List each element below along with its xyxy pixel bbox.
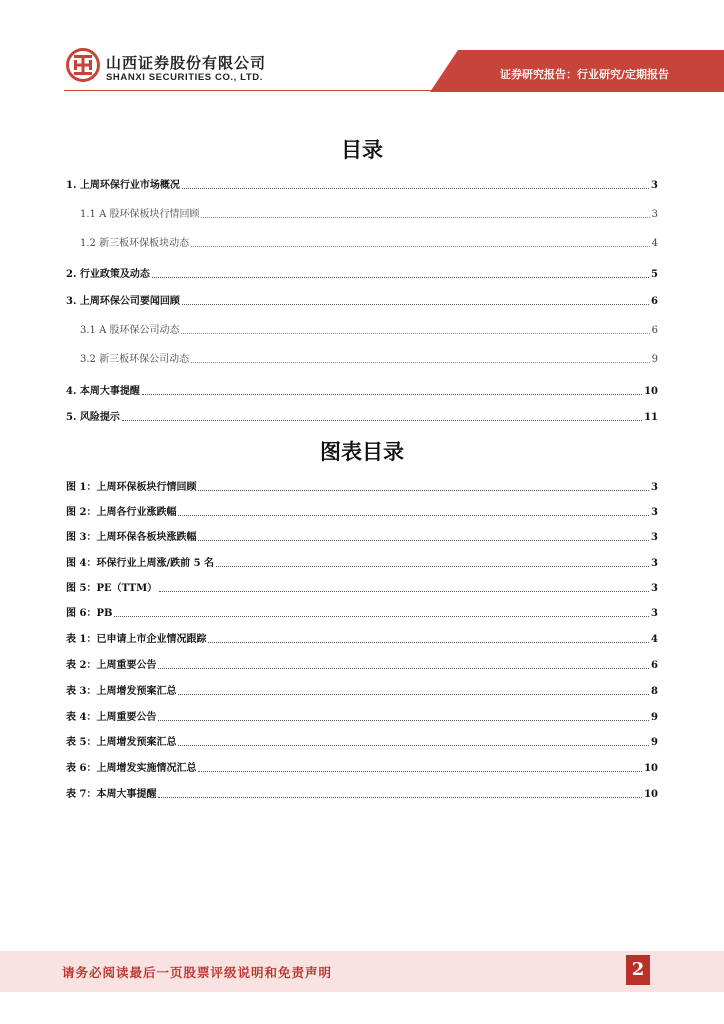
figure-entry[interactable] — [66, 630, 658, 646]
toc-entry-label: 1.1 A 股环保板块行情回顾 — [80, 209, 200, 220]
figure-dot-leader — [159, 590, 649, 592]
figure-dot-leader — [158, 796, 642, 798]
figure-entry[interactable] — [66, 759, 658, 775]
toc-entry-page: 11 — [644, 412, 658, 423]
figure-entry[interactable] — [66, 708, 658, 724]
toc-dot-leader — [182, 187, 649, 189]
figure-dot-leader — [114, 615, 649, 617]
figure-entry[interactable] — [66, 604, 658, 620]
toc-entry[interactable] — [80, 321, 658, 337]
figure-dot-leader — [198, 539, 649, 541]
figure-entry-label: 图 1：上周环保板块行情回顾 — [66, 482, 197, 493]
toc-entry-page: 3 — [651, 180, 658, 191]
company-logo-icon — [66, 48, 100, 82]
footer-disclaimer: 请务必阅读最后一页股票评级说明和免责声明 — [62, 965, 333, 980]
figure-dot-leader — [178, 693, 649, 695]
company-name-cn: 山西证券股份有限公司 — [106, 54, 267, 72]
figure-entry[interactable] — [66, 656, 658, 672]
toc-dot-leader — [181, 332, 649, 334]
figure-entry-label: 表 1：已申请上市企业情况跟踪 — [66, 634, 207, 645]
company-name-en: SHANXI SECURITIES CO., LTD. — [106, 72, 263, 83]
toc-entry[interactable] — [80, 205, 658, 221]
figure-entry[interactable] — [66, 682, 658, 698]
figure-entry-label: 表 3：上周增发预案汇总 — [66, 686, 177, 697]
toc-entry-page: 6 — [651, 296, 658, 307]
figure-entry-page: 10 — [644, 789, 658, 800]
figure-entry[interactable] — [66, 478, 658, 494]
toc-dot-leader — [201, 216, 649, 218]
toc-entry[interactable] — [80, 234, 658, 250]
figure-entry-label: 图 6：PB — [66, 608, 113, 619]
figure-dot-leader — [208, 641, 649, 643]
toc-dot-leader — [191, 245, 650, 247]
toc-entry-page: 5 — [651, 269, 658, 280]
figure-entry-label: 图 2：上周各行业涨跌幅 — [66, 507, 177, 518]
figure-entry-page: 3 — [651, 507, 658, 518]
toc-entry-label: 3. 上周环保公司要闻回顾 — [66, 296, 180, 307]
figure-entry[interactable] — [66, 528, 658, 544]
figure-entry[interactable] — [66, 785, 658, 801]
toc-entry[interactable] — [66, 265, 658, 281]
figure-entry[interactable] — [66, 554, 658, 570]
toc-entry-label: 1.2 新三板环保板块动态 — [80, 238, 190, 249]
toc-entry-label: 4. 本周大事提醒 — [66, 386, 140, 397]
toc-entry[interactable] — [80, 350, 658, 366]
toc-dot-leader — [182, 303, 649, 305]
figure-entry-page: 3 — [651, 583, 658, 594]
figure-entry-label: 表 2：上周重要公告 — [66, 660, 157, 671]
toc-dot-leader — [122, 419, 642, 421]
figure-entry-page: 9 — [651, 737, 658, 748]
figure-dot-leader — [178, 744, 649, 746]
figure-entry-page: 9 — [651, 712, 658, 723]
toc-entry-page: 10 — [644, 386, 658, 397]
toc-dot-leader — [152, 276, 649, 278]
figure-entry[interactable] — [66, 733, 658, 749]
toc-entry-label: 2. 行业政策及动态 — [66, 269, 150, 280]
page-number: 2 — [626, 955, 650, 985]
toc-entry-label: 3.1 A 股环保公司动态 — [80, 325, 180, 336]
figure-entry-page: 6 — [651, 660, 658, 671]
figure-entry-label: 表 5：上周增发预案汇总 — [66, 737, 177, 748]
figure-entry-page: 8 — [651, 686, 658, 697]
header-divider — [64, 90, 674, 91]
toc-entry-label: 3.2 新三板环保公司动态 — [80, 354, 190, 365]
figure-dot-leader — [216, 565, 649, 567]
figure-entry-label: 表 4：上周重要公告 — [66, 712, 157, 723]
toc-entry[interactable] — [66, 382, 658, 398]
toc-entry[interactable] — [66, 408, 658, 424]
toc-entry[interactable] — [66, 176, 658, 192]
toc-entry-page: 4 — [651, 238, 658, 249]
page-header — [0, 0, 724, 100]
figure-dot-leader — [158, 667, 649, 669]
toc-entry-page: 3 — [651, 209, 658, 220]
toc-entry-page: 9 — [651, 354, 658, 365]
figure-entry[interactable] — [66, 579, 658, 595]
toc-dot-leader — [142, 393, 642, 395]
figure-dot-leader — [178, 514, 649, 516]
toc-entry-label: 5. 风险提示 — [66, 412, 120, 423]
figure-entry-page: 4 — [651, 634, 658, 645]
figure-entry-page: 3 — [651, 558, 658, 569]
figure-dot-leader — [198, 770, 642, 772]
figure-entry-label: 表 6：上周增发实施情况汇总 — [66, 763, 197, 774]
figure-dot-leader — [198, 489, 649, 491]
figure-entry[interactable] — [66, 503, 658, 519]
figure-entry-label: 图 3：上周环保各板块涨跌幅 — [66, 532, 197, 543]
figure-entry-page: 3 — [651, 608, 658, 619]
toc-title: 目录 — [341, 138, 383, 162]
figure-dot-leader — [158, 719, 649, 721]
figure-entry-label: 表 7：本周大事提醒 — [66, 789, 157, 800]
figure-entry-label: 图 4：环保行业上周涨/跌前 5 名 — [66, 558, 215, 569]
report-type: 证券研究报告：行业研究/定期报告 — [499, 68, 669, 81]
figure-entry-page: 3 — [651, 532, 658, 543]
figure-entry-page: 10 — [644, 763, 658, 774]
toc-entry[interactable] — [66, 292, 658, 308]
figure-entry-label: 图 5：PE（TTM） — [66, 583, 158, 594]
toc-entry-page: 6 — [651, 325, 658, 336]
toc-dot-leader — [191, 361, 650, 363]
figure-entry-page: 3 — [651, 482, 658, 493]
toc-entry-label: 1. 上周环保行业市场概况 — [66, 180, 180, 191]
figures-title: 图表目录 — [320, 440, 404, 464]
